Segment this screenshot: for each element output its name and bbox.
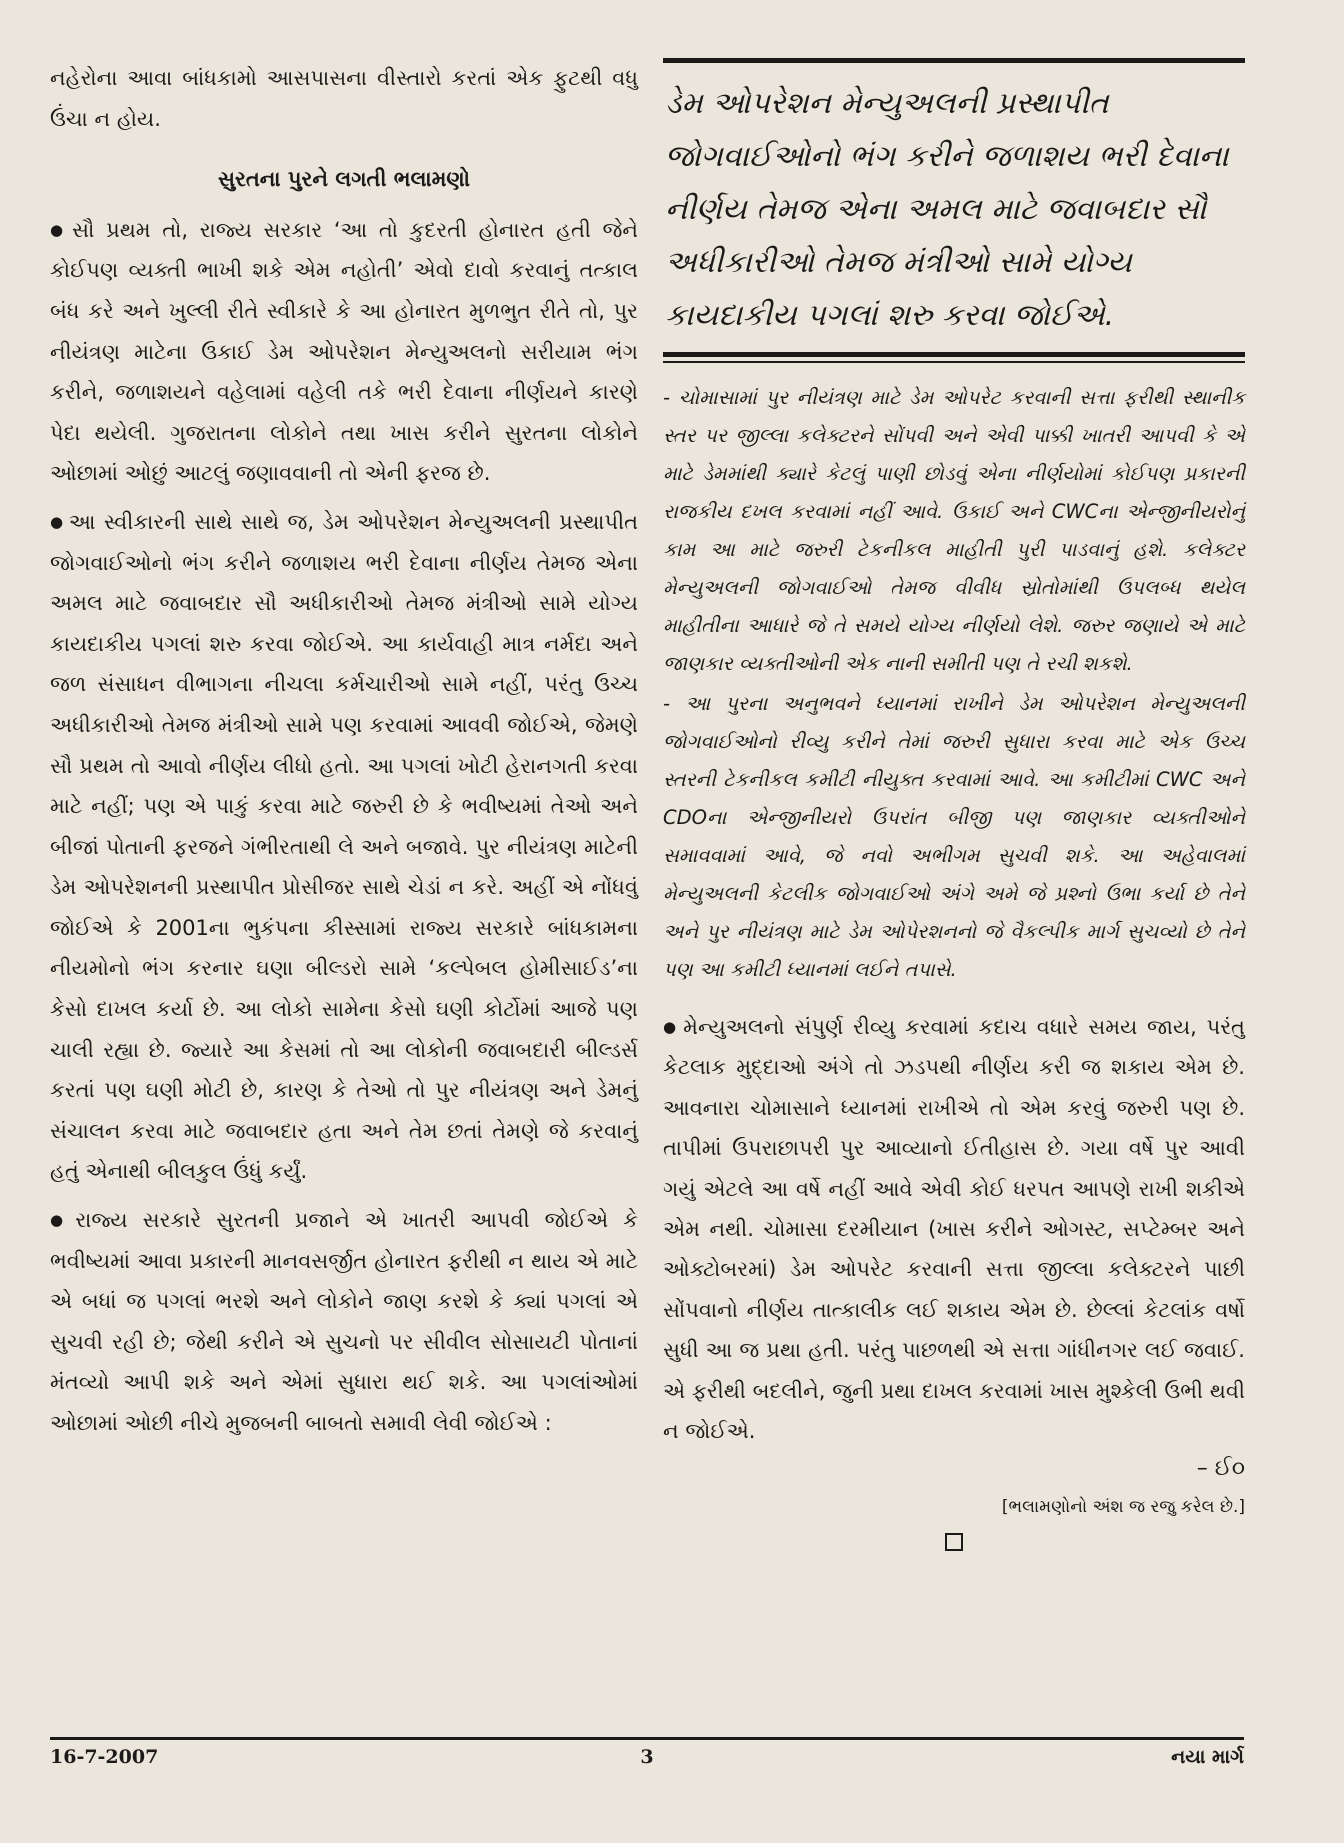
measure-item-1: - ચોમાસામાં પુર નીયંત્રણ માટે ડેમ ઓપરેટ કરવાની સત્તા ફરીથી સ્થાનીક સ્તર પર જીલ્લા કલેક્ટરને સોંપવી અને એવી પાક્કી ખાતરી આપવી કે એ માટે ડેમમાંથી ક્યારે કેટલું પાણી છોડવું એના નીર્ણયોમાં કોઈપણ પ્રકારની રાજકીય દખલ કરવામાં નહીં આવે. ઉકાઈ અને CWCના એન્જીનીયરોનું કામ આ માટે જરુરી ટેકનીકલ માહીતી પુરી પાડવાનું હશે. કલેક્ટર મેન્યુઅલની જોગવાઈઓ તેમજ વીવીધ સ્રોતોમાંથી ઉપલબ્ધ થયેલ માહીતીના આધારે જે તે સમયે યોગ્ય નીર્ણયો લેશે. જરુર જણાયે એ માટે જાણકાર વ્યક્તીઓની એક નાની સમીતી પણ તે રચી શકશે.	[663, 386, 1245, 675]
bullet-icon: ●	[50, 1211, 72, 1230]
measures-list	[663, 379, 1245, 989]
left-column	[50, 58, 638, 1444]
end-of-article-icon	[945, 1533, 963, 1551]
closing-paragraph	[663, 1007, 1245, 1451]
paragraph-text: રાજ્ય સરકારે સુરતની પ્રજાને એ ખાતરી આપવી જોઈએ કે ભવીષ્યમાં આવા પ્રકારની માનવસર્જીત હોનારત ફરીથી ન થાય એ માટે એ બધાં જ પગલાં ભરશે અને લોકોને જાણ કરશે કે ક્યાં પગલાં એ સુચવી રહી છે; જેથી કરીને એ સુચનો પર સીવીલ સોસાયટી પોતાનાં મંતવ્યો આપી શકે અને એમાં સુધારા થઈ શકે. આ પગલાંઓમાં ઓછામાં ઓછી નીચે મુજબની બાબતો સમાવી લેવી જોઈએ :	[50, 1208, 638, 1435]
pull-quote: ડેમ ઓપરેશન મેન્યુઅલની પ્રસ્થાપીત જોગવાઈઓનો ભંગ કરીને જળાશય ભરી દેવાના નીર્ણય તેમજ એના અમલ માટે જવાબદાર સૌ અધીકારીઓ તેમજ મંત્રીઓ સામે યોગ્ય કાયદાકીય પગલાં શરુ કરવા જોઈએ.	[665, 86, 1229, 333]
author-signature: – ઈ૦	[1196, 1456, 1245, 1482]
measure-item-2: - આ પુરના અનુભવને ધ્યાનમાં રાખીને ડેમ ઓપરેશન મેન્યુઅલની જોગવાઈઓનો રીવ્યુ કરીને તેમાં જરુરી સુધારા કરવા માટે એક ઉચ્ચ સ્તરની ટેકનીકલ કમીટી નીયુક્ત કરવામાં આવે. આ કમીટીમાં CWC અને CDOના એન્જીનીયરો ઉપરાંત બીજી પણ જાણકાર વ્યક્તીઓને સમાવવામાં આવે, જે નવો અભીગમ સુચવી શકે. આ અહેવાલમાં મેન્યુઅલની કેટલીક જોગવાઈઓ અંગે અમે જે પ્રશ્નો ઉભા કર્યા છે તેને અને પુર નીયંત્રણ માટે ડેમ ઓપેરશનનો જે વૈકલ્પીક માર્ગ સુચવ્યો છે તેને પણ આ કમીટી ધ્યાનમાં લઈને તપાસે.	[663, 692, 1245, 981]
recommendation-paragraph-3	[50, 1200, 638, 1444]
issue-date: 16-7-2007	[50, 1746, 159, 1768]
quote-top-rule	[663, 58, 1245, 63]
paragraph-text: આ સ્વીકારની સાથે સાથે જ, ડેમ ઓપરેશન મેન્યુઅલની પ્રસ્થાપીત જોગવાઈઓનો ભંગ કરીને જળાશય ભરી દેવાના નીર્ણય તેમજ એના અમલ માટે જવાબદાર સૌ અધીકારીઓ તેમજ મંત્રીઓ સામે યોગ્ય કાયદાકીય પગલાં શરુ કરવા જોઈએ. આ કાર્યવાહી માત્ર નર્મદા અને જળ સંસાધન વીભાગના નીચલા કર્મચારીઓ સામે નહીં, પરંતુ ઉચ્ચ અધીકારીઓ તેમજ મંત્રીઓ સામે પણ કરવામાં આવવી જોઈએ, જેમણે સૌ પ્રથમ તો આવો નીર્ણય લીધો હતો. આ પગલાં ખોટી હેરાનગતી કરવા માટે નહીં; પણ એ પાકું કરવા માટે જરુરી છે કે ભવીષ્યમાં તેઓ અને બીજાં પોતાની ફરજને ગંભીરતાથી લે અને બજાવે. પુર નીયંત્રણ માટેની ડેમ ઓપરેશનની પ્રસ્થાપીત પ્રોસીજર સાથે ચેડાં ન કરે. અહીં એ નોંધવું જોઈએ કે 2001ના ભુકંપના કીસ્સામાં રાજ્ય સરકારે બાંધકામના નીયમોનો ભંગ કરનાર ઘણા બીલ્ડરો સામે ‘કલ્પેબલ હોમીસાઈડ’ના કેસો દાખલ કર્યા છે. આ લોકો સામેના કેસો ઘણી કોર્ટોમાં આજે પણ ચાલી રહ્યા છે. જ્યારે આ કેસમાં તો આ લોકોની જવાબદારી બીલ્ડર્સ કરતાં પણ ઘણી મોટી છે, કારણ કે તેઓ તો પુર નીયંત્રણ અને ડેમનું સંચાલન કરવા માટે જવાબદાર હતા અને તેમ છતાં તેમણે જે કરવાનું હતું એનાથી બીલકુલ ઉંધું કર્યું.	[50, 509, 638, 1184]
paragraph-text: મેન્યુઅલનો સંપુર્ણ રીવ્યુ કરવામાં કદાચ વધારે સમય જાય, પરંતુ કેટલાક મુદ્દાઓ અંગે તો ઝડપથી નીર્ણય કરી જ શકાય એમ છે. આવનારા ચોમાસાને ધ્યાનમાં રાખીએ તો એમ કરવું જરુરી પણ છે. તાપીમાં ઉપરાછાપરી પુર આવ્યાનો ઈતીહાસ છે. ગયા વર્ષે પુર આવી ગયું એટલે આ વર્ષે નહીં આવે એવી કોઈ ધરપત આપણે રાખી શકીએ એમ નથી. ચોમાસા દરમીયાન (ખાસ કરીને ઓગસ્ટ, સપ્ટેમ્બર અને ઓક્ટોબરમાં) ડેમ ઓપરેટ કરવાની સત્તા જીલ્લા કલેક્ટરને પાછી સોંપવાનો નીર્ણય તાત્કાલીક લઈ શકાય એમ છે. છેલ્લાં કેટલાંક વર્ષો સુધી આ જ પ્રથા હતી. પરંતુ પાછળથી એ સત્તા ગાંધીનગર લઈ જવાઈ. એ ફરીથી બદલીને, જુની પ્રથા દાખલ કરવામાં ખાસ મુશ્કેલી ઉભી થવી ન જોઈએ.	[663, 1015, 1245, 1444]
right-column	[663, 58, 1245, 1551]
intro-text: નહેરોના આવા બાંધકામો આસપાસના વીસ્તારો કરતાં એક ફુટથી વધુ ઉંચા ન હોય.	[50, 66, 638, 131]
recommendation-paragraph-2	[50, 502, 638, 1192]
closing-section	[663, 1007, 1245, 1551]
section-heading: સુરતના પુરને લગતી ભલામણો	[218, 167, 470, 192]
bullet-icon: ●	[663, 1018, 680, 1036]
quote-bottom-rule-thin	[663, 361, 1245, 363]
footer-rule	[50, 1737, 1244, 1740]
bullet-icon: ●	[50, 220, 69, 239]
editor-note: [ભલામણોનો અંશ જ રજુ કરેલ છે.]	[1001, 1497, 1245, 1518]
recommendation-paragraph-1	[50, 210, 638, 494]
publication-name: નયા માર્ગ	[1171, 1746, 1244, 1768]
quote-bottom-rule	[663, 352, 1245, 357]
bullet-icon: ●	[50, 512, 65, 531]
paragraph-text: સૌ પ્રથમ તો, રાજ્ય સરકાર ‘આ તો કુદરતી હોનારત હતી જેને કોઈપણ વ્યક્તી ભાખી શકે એમ નહોતી’ એવો દાવો કરવાનું તત્કાલ બંધ કરે અને ખુલ્લી રીતે સ્વીકારે કે આ હોનારત મુળભુત રીતે તો, પુર નીયંત્રણ માટેના ઉકાઈ ડેમ ઓપરેશન મેન્યુઅલનો સરીયામ ભંગ કરીને, જળાશયને વહેલામાં વહેલી તકે ભરી દેવાના નીર્ણયને કારણે પેદા થયેલી. ગુજરાતના લોકોને તથા ખાસ કરીને સુરતના લોકોને ઓછામાં ઓછું આટલું જણાવવાની તો એની ફરજ છે.	[50, 217, 639, 486]
page-number: 3	[640, 1746, 654, 1768]
